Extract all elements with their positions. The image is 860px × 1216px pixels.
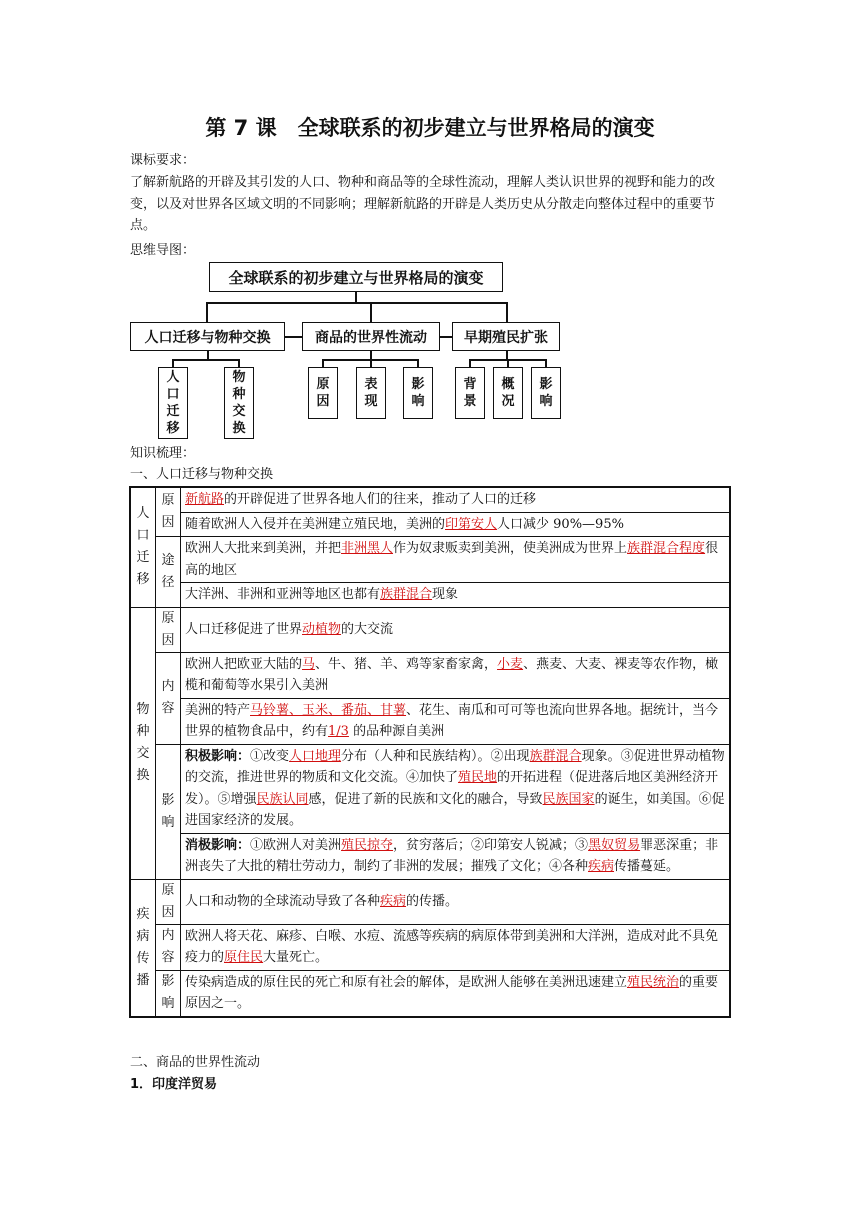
content-cell: 人口和动物的全球流动导致了各种疾病的传播。 [181, 879, 731, 924]
subgroup-cell: 影响 [156, 744, 181, 879]
subgroup-cell: 原因 [156, 879, 181, 924]
subgroup-cell: 途径 [156, 537, 181, 608]
knowledge-heading: 知识梳理： [130, 446, 196, 461]
content-cell: 欧洲人把欧亚大陆的马、牛、猪、羊、鸡等家畜家禽，小麦、燕麦、大麦、裸麦等农作物，橄榄和葡萄等水果引入美洲 [181, 652, 731, 698]
subgroup-cell: 原因 [156, 487, 181, 537]
mindmap-branch-1: 人口迁移与物种交换 [130, 322, 285, 351]
table-row [130, 487, 730, 512]
content-cell: 人口迁移促进了世界动植物的大交流 [181, 607, 731, 652]
table-row [130, 512, 730, 537]
knowledge-table [129, 486, 731, 1018]
table-row [130, 879, 730, 924]
content-cell: 美洲的特产马铃薯、玉米、番茄、甘薯、花生、南瓜和可可等也流向世界各地。据统计，当今世界的植物食品中，约有1/3 的品种源自美洲 [181, 698, 731, 744]
mindmap-heading: 思维导图： [130, 243, 196, 258]
subgroup-cell: 内容 [156, 652, 181, 744]
table-row [130, 833, 730, 879]
table-row [130, 698, 730, 744]
mindmap-branch-3: 早期殖民扩张 [452, 322, 560, 351]
content-cell: 积极影响：①改变人口地理分布（人种和民族结构）。②出现族群混合现象。③促进世界动植物的交流，推进世界的物质和文化交流。④加快了殖民地的开拓进程（促进落后地区美洲经济开发）。⑤增强民族认同感，促进了新的民族和文化的融合，导致民族国家的诞生，如美国。⑥促进国家经济的发展。 [181, 744, 731, 833]
table-row [130, 924, 730, 970]
mindmap-leaf-population: 人口迁移 [158, 367, 188, 439]
mindmap-leaf-impact-2: 影响 [531, 367, 561, 419]
standard-text: 了解新航路的开辟及其引发的人口、物种和商品等的全球性流动，理解人类认识世界的视野和能力的改变，以及对世界各区域文明的不同影响；理解新航路的开辟是人类历史从分散走向整体过程中的重要节点。 [130, 175, 716, 233]
mindmap-leaf-impact-1: 影响 [403, 367, 433, 419]
mindmap-leaf-cause: 原因 [308, 367, 338, 419]
content-cell: 新航路的开辟促进了世界各地人们的往来，推动了人口的迁移 [181, 487, 731, 512]
content-cell: 大洋洲、非洲和亚洲等地区也都有族群混合现象 [181, 583, 731, 608]
table-row [130, 652, 730, 698]
content-cell: 随着欧洲人入侵并在美洲建立殖民地，美洲的印第安人人口减少 90%—95% [181, 512, 731, 537]
content-cell: 欧洲人大批来到美洲，并把非洲黑人作为奴隶贩卖到美洲，使美洲成为世界上族群混合程度很高的地区 [181, 537, 731, 583]
mindmap-branch-2: 商品的世界性流动 [302, 322, 440, 351]
group-cell: 疾病传播 [130, 879, 156, 1017]
subgroup-cell: 影响 [156, 970, 181, 1017]
content-cell: 消极影响：①欧洲人对美洲殖民掠夺，贫穷落后；②印第安人锐减；③黑奴贸易罪恶深重；非洲丧失了大批的精壮劳动力，制约了非洲的发展；摧残了文化；④各种疾病传播蔓延。 [181, 833, 731, 879]
subgroup-cell: 内容 [156, 924, 181, 970]
table-row [130, 583, 730, 608]
subsection-heading: 1．印度洋贸易 [130, 1077, 218, 1092]
mindmap-leaf-species: 物种交换 [224, 367, 254, 439]
table-row [130, 970, 730, 1017]
table-row [130, 744, 730, 833]
subgroup-cell: 原因 [156, 607, 181, 652]
section-1-heading: 一、人口迁移与物种交换 [130, 467, 274, 482]
mindmap-leaf-performance: 表现 [356, 367, 386, 419]
mindmap-leaf-background: 背景 [455, 367, 485, 419]
content-cell: 传染病造成的原住民的死亡和原有社会的解体，是欧洲人能够在美洲迅速建立殖民统治的重要原因之一。 [181, 970, 731, 1017]
table-row [130, 537, 730, 583]
table-row [130, 607, 730, 652]
group-cell: 人口迁移 [130, 487, 156, 607]
section-2-heading: 二、商品的世界性流动 [130, 1055, 261, 1070]
mindmap-leaf-overview: 概况 [493, 367, 523, 419]
mindmap-root: 全球联系的初步建立与世界格局的演变 [209, 262, 503, 292]
group-cell: 物种交换 [130, 607, 156, 879]
content-cell: 欧洲人将天花、麻疹、白喉、水痘、流感等疾病的病原体带到美洲和大洋洲，造成对此不具免疫力的原住民大量死亡。 [181, 924, 731, 970]
standard-heading: 课标要求： [130, 153, 196, 168]
page-title: 第 7 课 全球联系的初步建立与世界格局的演变 [205, 116, 655, 140]
